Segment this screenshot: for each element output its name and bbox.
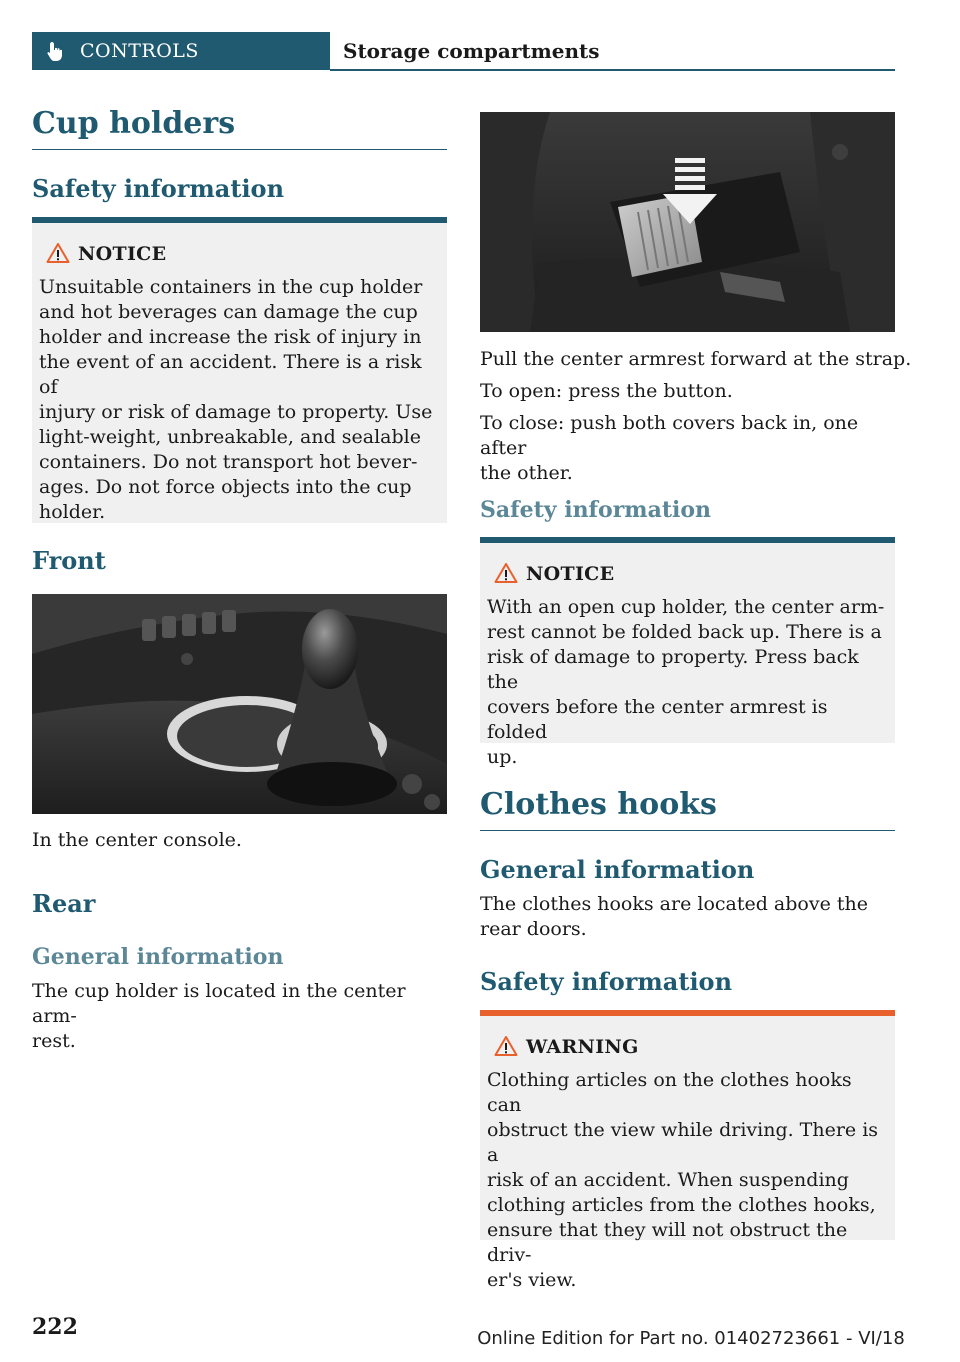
pointing-hand-icon bbox=[44, 40, 66, 62]
text-line: rest cannot be folded back up. There is a bbox=[487, 621, 882, 643]
text-line: rear doors. bbox=[480, 918, 587, 940]
text-line: holder. bbox=[39, 501, 106, 523]
notice-text bbox=[39, 275, 439, 525]
text-line: the other. bbox=[480, 462, 573, 484]
text-line: Clothing articles on the clothes hooks can bbox=[487, 1069, 852, 1116]
text-line: obstruct the view while driving. There is a bbox=[487, 1119, 879, 1166]
warning-triangle-icon bbox=[494, 562, 518, 584]
notice-title: NOTICE bbox=[78, 243, 167, 265]
text-line: Unsuitable containers in the cup holder bbox=[39, 276, 423, 298]
warning-text bbox=[487, 1068, 887, 1293]
safety-information-subheading: Safety information bbox=[480, 497, 712, 523]
notice-bar bbox=[480, 537, 895, 543]
text-line: holder and increase the risk of injury in bbox=[39, 326, 422, 348]
text-line: covers before the center armrest is folded bbox=[487, 696, 828, 743]
notice-box bbox=[32, 217, 447, 523]
notice-text bbox=[487, 595, 887, 770]
edition-footer: Online Edition for Part no. 01402723661 - VI/18 bbox=[477, 1328, 905, 1349]
cup-holders-heading: Cup holders bbox=[32, 106, 236, 141]
rear-armrest-image bbox=[480, 112, 895, 332]
text-line: and hot beverages can damage the cup bbox=[39, 301, 418, 323]
safety-information-heading: Safety information bbox=[32, 174, 285, 203]
text-line: light-weight, unbreakable, and sealable bbox=[39, 426, 421, 448]
text-line: containers. Do not transport hot bever- bbox=[39, 451, 418, 473]
section-label: CONTROLS bbox=[80, 40, 199, 62]
clothes-general-text bbox=[480, 892, 910, 942]
front-heading: Front bbox=[32, 546, 106, 575]
chapter-title: Storage compartments bbox=[343, 39, 600, 63]
rear-heading: Rear bbox=[32, 889, 96, 918]
notice-box bbox=[480, 537, 895, 768]
text-line: To close: push both covers back in, one after bbox=[480, 412, 859, 459]
text-line: the event of an accident. There is a risk of bbox=[39, 351, 422, 398]
text-line: With an open cup holder, the center arm- bbox=[487, 596, 885, 618]
text-line: clothing articles from the clothes hooks, bbox=[487, 1194, 876, 1216]
text-line: injury or risk of damage to property. Use bbox=[39, 401, 433, 423]
warning-box bbox=[480, 1010, 895, 1291]
header-rule bbox=[330, 69, 895, 71]
text-line: The cup holder is located in the center arm- bbox=[32, 980, 406, 1027]
text-line: The clothes hooks are located above the bbox=[480, 893, 868, 915]
warning-triangle-icon bbox=[46, 242, 70, 264]
text-line: up. bbox=[487, 746, 518, 768]
clothes-hooks-heading: Clothes hooks bbox=[480, 787, 717, 822]
heading-rule bbox=[32, 149, 447, 150]
notice-title: NOTICE bbox=[526, 563, 615, 585]
clothes-general-heading: General information bbox=[480, 855, 755, 884]
page-number: 222 bbox=[32, 1314, 78, 1340]
text-line: risk of damage to property. Press back the bbox=[487, 646, 859, 693]
warning-bar bbox=[480, 1010, 895, 1016]
warning-triangle-icon bbox=[494, 1035, 518, 1057]
front-caption: In the center console. bbox=[32, 829, 242, 851]
section-tab bbox=[32, 32, 330, 70]
front-cup-holder-image bbox=[32, 594, 447, 814]
general-information-heading: General information bbox=[32, 944, 284, 970]
text-line: ensure that they will not obstruct the driv- bbox=[487, 1219, 848, 1266]
text-line: rest. bbox=[32, 1030, 76, 1052]
heading-rule bbox=[480, 830, 895, 831]
text-line: ages. Do not force objects into the cup bbox=[39, 476, 412, 498]
warning-title: WARNING bbox=[526, 1036, 639, 1058]
clothes-safety-heading: Safety information bbox=[480, 967, 733, 996]
open-instruction: To open: press the button. bbox=[480, 380, 733, 402]
general-information-text bbox=[32, 979, 452, 1054]
text-line: risk of an accident. When suspending bbox=[487, 1169, 849, 1191]
armrest-instruction: Pull the center armrest forward at the strap. bbox=[480, 348, 912, 370]
notice-bar bbox=[32, 217, 447, 223]
text-line: er's view. bbox=[487, 1269, 577, 1291]
close-instruction bbox=[480, 411, 910, 486]
